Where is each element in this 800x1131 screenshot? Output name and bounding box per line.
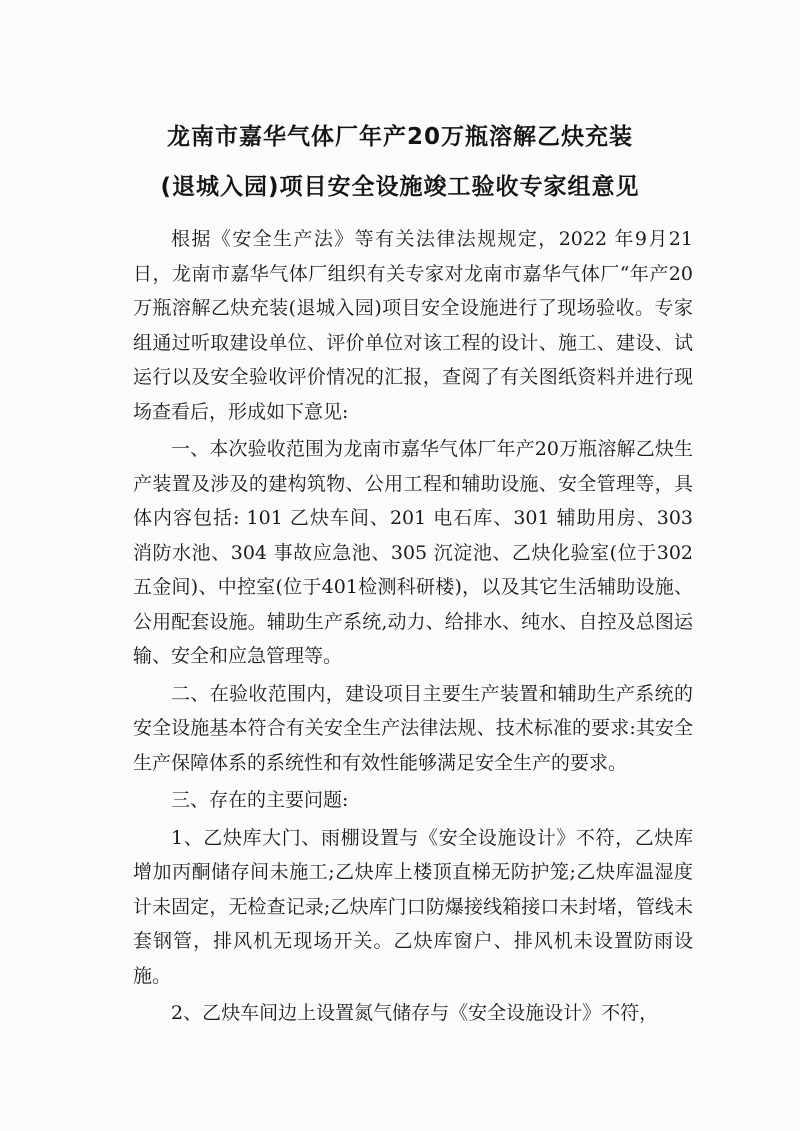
paragraph-issue-2: 2、乙炔车间边上设置氮气储存与《安全设施设计》不符， <box>171 1002 659 1024</box>
paragraph-issue-1: 1、乙炔库大门、雨棚设置与《安全设施设计》不符，乙炔库增加丙酮储存间未施工;乙炔库上楼顶直梯无防护笼;乙炔库温湿度计未固定，无检查记录;乙炔库门口防爆接线箱接口未封堵，管线未套钢管，排风机无现场开关。乙炔库窗户、排风机未设置防雨设施。 <box>133 826 693 987</box>
paragraph-scope: 一、本次验收范围为龙南市嘉华气体厂年产20万瓶溶解乙炔生产装置及涉及的建构筑物、公用工程和辅助设施、安全管理等，具体内容包括: 101 乙炔车间、201 电石库、301 辅助用房、303 消防水池、304 事故应急池、305 沉淀池、乙炔化验室(位于302五金间)、中控室(位于401检测科研楼)，以及其它生活辅助设施、公用配套设施。辅助生产系统,动力、给排水、纯水、自控及总图运输、安全和应急管理等。 <box>133 438 693 667</box>
title-line-2: (退城入园)项目安全设施竣工验收专家组意见 <box>160 174 640 200</box>
paragraph-conformity: 二、在验收范围内，建设项目主要生产装置和辅助生产系统的安全设施基本符合有关安全生产法律法规、技术标准的要求:其安全生产保障体系的系统性和有效性能够满足安全生产的要求。 <box>133 682 693 774</box>
document-title <box>0 112 800 212</box>
paragraph-intro: 根据《安全生产法》等有关法律法规规定，2022 年9月21日，龙南市嘉华气体厂组织有关专家对龙南市嘉华气体厂“年产20万瓶溶解乙炔充装(退城入园)项目安全设施进行了现场验收。专家组通过听取建设单位、评价单位对该工程的设计、施工、建设、试运行以及安全验收评价情况的汇报，查阅了有关图纸资料并进行现场查看后，形成如下意见: <box>133 228 693 423</box>
title-line-1: 龙南市嘉华气体厂年产20万瓶溶解乙炔充装 <box>166 124 633 150</box>
paragraph-issues-heading: 三、存在的主要问题: <box>171 789 349 811</box>
document-body <box>133 222 693 1031</box>
